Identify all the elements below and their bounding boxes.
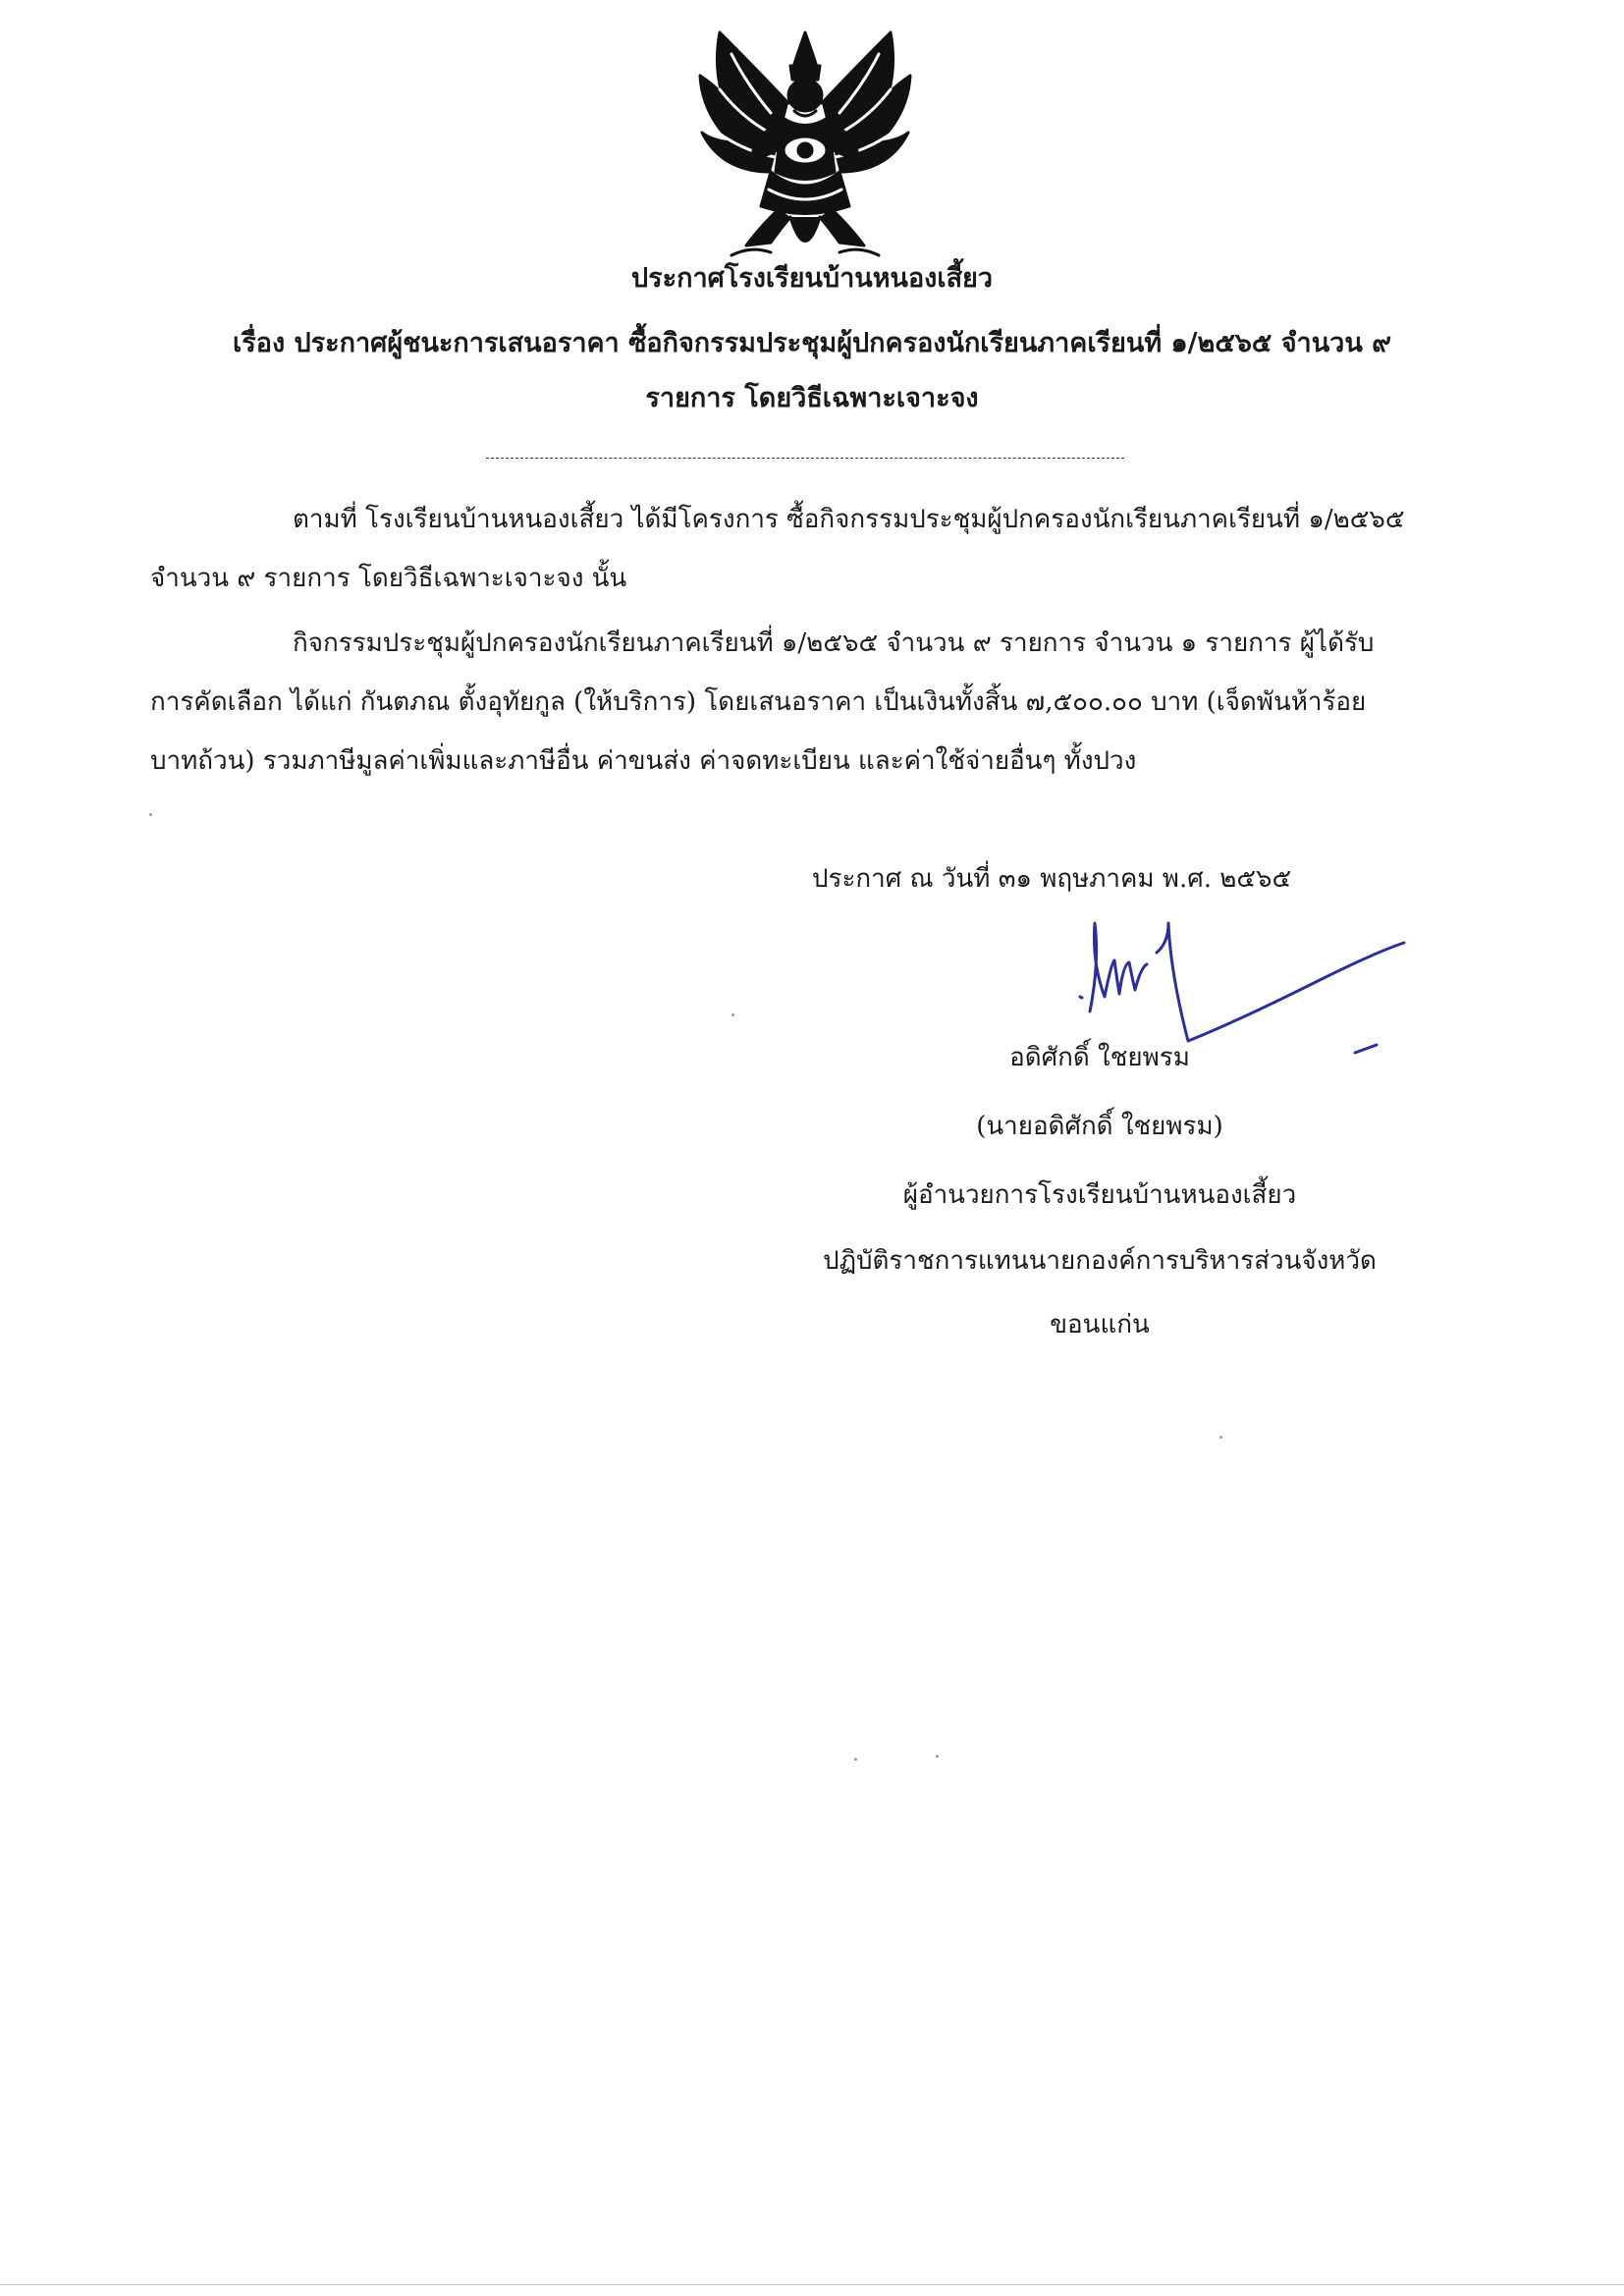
paragraph-1-line-1: ตามที่ โรงเรียนบ้านหนองเสี้ยว ได้มีโครงการ ซื้อกิจกรรมประชุมผู้ปกครองนักเรียนภาคเรียนที่ ๑/๒๕๖๕ [293,505,1405,534]
signer-full-name: (นายอดิศักดิ์ ใชยพรม) [976,1112,1223,1141]
announcement-date: ประกาศ ณ วันที่ ๓๑ พฤษภาคม พ.ศ. ๒๕๖๕ [812,864,1292,894]
paragraph-2-line-3: บาทถ้วน) รวมภาษีมูลค่าเพิ่มและภาษีอื่น ค่าขนส่ง ค่าจดทะเบียน และค่าใช้จ่ายอื่นๆ ทั้งปวง [150,746,1137,776]
scan-speck [731,1013,734,1016]
announcement-subject: เรื่อง ประกาศผู้ชนะการเสนอราคา ซื้อกิจกรรมประชุมผู้ปกครองนักเรียนภาคเรียนที่ ๑/๒๕๖๕ จำนวน ๙ [233,328,1391,358]
scan-speck [854,1758,857,1761]
signer-position: ผู้อำนวยการโรงเรียนบ้านหนองเสี้ยว [902,1180,1297,1210]
scan-speck [936,1755,939,1758]
paragraph-2-line-2: การคัดเลือก ได้แก่ กันตภณ ตั้งอุทัยกูล (ให้บริการ) โดยเสนอราคา เป็นเงินทั้งสิ้น ๗,๕๐๐.๐๐ บาท (เจ็ดพันห้าร้อย [150,687,1367,717]
scan-speck [1219,1436,1222,1439]
signer-acting-for: ปฏิบัติราชการแทนนายกองค์การบริหารส่วนจังหวัด [823,1246,1377,1276]
scan-speck [149,813,152,816]
signed-name: อดิศักดิ์ ใชยพรม [1009,1043,1190,1072]
page-bottom-edge [0,2284,1624,2285]
paragraph-1-line-2: จำนวน ๙ รายการ โดยวิธีเฉพาะเจาะจง นั้น [150,564,627,593]
announcement-subject-continued: รายการ โดยวิธีเฉพาะเจาะจง [645,383,979,413]
title-separator [486,458,1124,459]
paragraph-2-line-1: กิจกรรมประชุมผู้ปกครองนักเรียนภาคเรียนที่ ๑/๒๕๖๕ จำนวน ๙ รายการ จำนวน ๑ รายการ ผู้ได้รับ [293,629,1375,658]
garuda-emblem-icon [692,25,918,270]
signer-province: ขอนแก่น [1050,1310,1150,1339]
announcement-title: ประกาศโรงเรียนบ้านหนองเสี้ยว [630,263,994,294]
